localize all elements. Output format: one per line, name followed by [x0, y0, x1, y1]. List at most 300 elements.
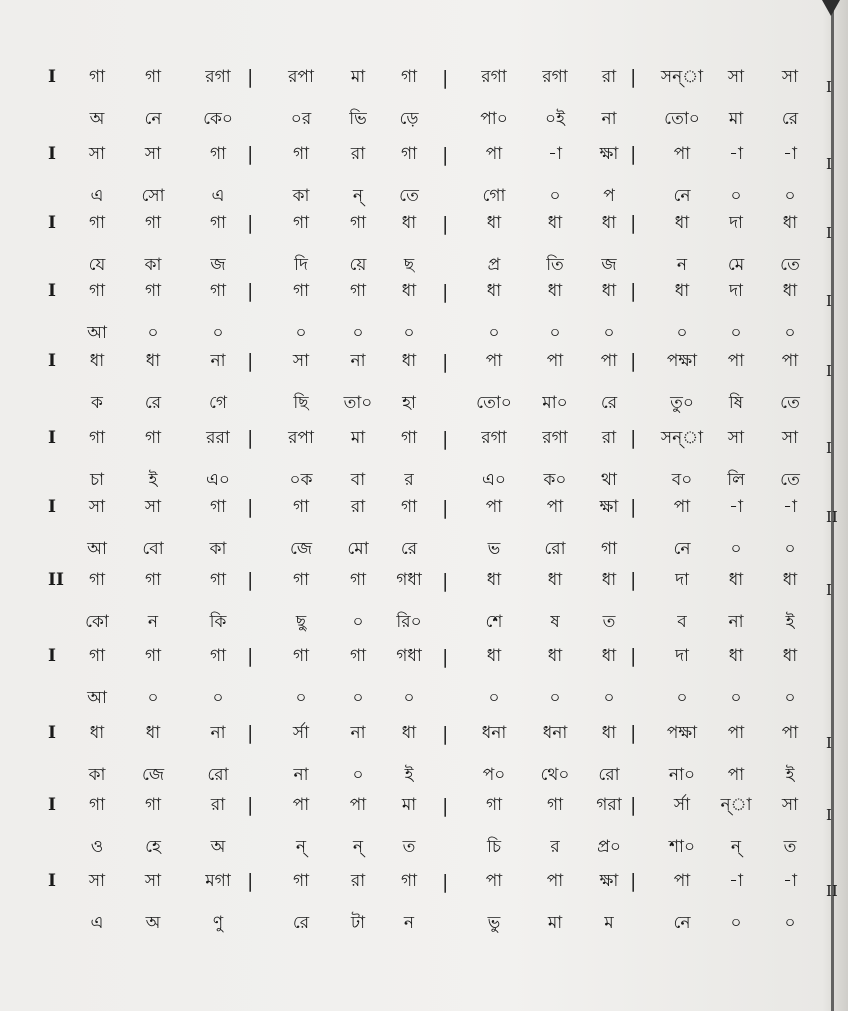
lyric-syllable: এ [90, 913, 104, 933]
lyric-syllable: শে [485, 612, 503, 632]
lyric-syllable: তু০ [670, 393, 694, 413]
lyric-row [0, 181, 848, 211]
lyric-syllable: না০ [668, 765, 696, 785]
bar-separator: | [247, 143, 254, 165]
swara-note: দা [729, 213, 743, 233]
section-mark: I [48, 281, 56, 301]
lyric-syllable: মা [547, 913, 563, 933]
swara-note: সন্া [660, 428, 704, 448]
lyric-syllable: হা [402, 393, 416, 413]
swara-note: গা [88, 570, 106, 590]
lyric-syllable: ০ [676, 323, 688, 343]
swara-note: গা [292, 646, 310, 666]
notation-row [0, 208, 848, 242]
lyric-syllable: ন [403, 913, 415, 933]
lyric-syllable: ০ [549, 688, 561, 708]
swara-note: ধা [401, 723, 417, 743]
lyric-syllable: তো০ [664, 109, 700, 129]
swara-note: র্সা [673, 795, 691, 815]
swara-note: ধা [89, 351, 105, 371]
swara-note: গা [209, 497, 227, 517]
swara-note: ধা [674, 281, 690, 301]
lyric-syllable: ম [604, 913, 614, 933]
bar-separator: | [442, 570, 449, 592]
section-mark: I [48, 428, 56, 448]
swara-note: মা [401, 795, 417, 815]
lyric-syllable: ০ [295, 688, 307, 708]
swara-note: গা [144, 213, 162, 233]
swara-note: সা [781, 67, 799, 87]
lyric-syllable: এ [211, 186, 225, 206]
lyric-syllable: ক০ [543, 470, 567, 490]
swara-note: রপা [288, 428, 314, 448]
lyric-syllable: তে [780, 470, 800, 490]
swara-note: -া [729, 871, 743, 891]
swara-note: গা [144, 646, 162, 666]
swara-note: সা [727, 67, 745, 87]
section-mark: I [48, 723, 56, 743]
bar-separator: | [247, 496, 254, 518]
lyric-syllable: ০ [403, 688, 415, 708]
swara-note: ধা [728, 570, 744, 590]
swara-note: গধা [396, 570, 422, 590]
swara-note: পা [485, 351, 503, 371]
section-mark-end: I [826, 581, 832, 599]
lyric-syllable: ০ [730, 913, 742, 933]
lyric-syllable: য়ে [349, 255, 367, 275]
lyric-syllable: পা০ [480, 109, 508, 129]
bar-separator: | [442, 351, 449, 373]
lyric-syllable: ০ [212, 323, 224, 343]
swara-note: না [210, 351, 226, 371]
swara-note: ধা [782, 646, 798, 666]
swara-note: দা [729, 281, 743, 301]
swara-note: গা [209, 213, 227, 233]
lyric-syllable: থা [601, 470, 617, 490]
lyric-syllable: চা [89, 470, 105, 490]
lyric-syllable: মা০ [542, 393, 568, 413]
notation-row [0, 790, 848, 824]
swara-note: রপা [288, 67, 314, 87]
lyric-syllable: শা০ [668, 837, 696, 857]
lyric-syllable: ন্ [730, 837, 742, 857]
lyric-syllable: তি [546, 255, 564, 275]
bar-separator: | [442, 281, 449, 303]
swara-note: পা [600, 351, 618, 371]
bar-separator: | [247, 350, 254, 372]
swara-note: পা [546, 871, 564, 891]
notation-row [0, 423, 848, 457]
lyric-syllable: ০ [147, 323, 159, 343]
lyric-syllable: দি [294, 255, 308, 275]
lyric-syllable: তো০ [476, 393, 512, 413]
lyric-syllable: ০ [603, 688, 615, 708]
lyric-syllable: ০ [488, 323, 500, 343]
swara-note: দা [675, 646, 689, 666]
swara-note: গা [209, 144, 227, 164]
swara-note: পা [673, 871, 691, 891]
bar-separator: | [247, 280, 254, 302]
swara-note: ধা [486, 213, 502, 233]
lyric-syllable: জে [289, 539, 313, 559]
lyric-syllable: ব [677, 612, 687, 632]
bar-separator: | [247, 66, 254, 88]
section-mark: I [48, 871, 56, 891]
swara-note: গা [292, 871, 310, 891]
lyric-syllable: ০ [549, 323, 561, 343]
swara-note: সা [88, 871, 106, 891]
section-mark-end: I [826, 439, 832, 457]
lyric-syllable: যে [88, 255, 106, 275]
bar-separator: | [247, 212, 254, 234]
lyric-syllable: লি [727, 470, 745, 490]
lyric-syllable: না [728, 612, 744, 632]
swara-note: গা [88, 281, 106, 301]
lyric-syllable: ০র [290, 109, 312, 129]
swara-note: গা [349, 570, 367, 590]
swara-note: রা [350, 144, 366, 164]
lyric-syllable: রে [400, 539, 418, 559]
lyric-syllable: জ [210, 255, 226, 275]
swara-note: সন্া [660, 67, 704, 87]
swara-note: গা [349, 213, 367, 233]
bar-separator: | [630, 350, 637, 372]
swara-note: মা [350, 67, 366, 87]
lyric-syllable: এ০ [206, 470, 230, 490]
swara-note: না [350, 351, 366, 371]
swara-note: গা [144, 67, 162, 87]
lyric-syllable: কো [85, 612, 109, 632]
section-mark-end: I [826, 224, 832, 242]
notation-row [0, 139, 848, 173]
lyric-syllable: ক [91, 393, 103, 413]
lyric-syllable: রো [598, 765, 620, 785]
lyric-syllable: মে [727, 255, 745, 275]
section-mark: I [48, 795, 56, 815]
bar-separator: | [442, 723, 449, 745]
swara-note: ধা [401, 281, 417, 301]
lyric-syllable: আ [87, 688, 107, 708]
swara-note: রগা [481, 67, 507, 87]
swara-note: রা [601, 428, 617, 448]
lyric-syllable: আ [87, 539, 107, 559]
bar-separator: | [442, 795, 449, 817]
swara-note: সা [144, 497, 162, 517]
swara-note: গা [144, 795, 162, 815]
swara-note: পা [546, 351, 564, 371]
swara-note: পা [727, 723, 745, 743]
lyric-syllable: আ [87, 323, 107, 343]
lyric-syllable: ই [404, 765, 414, 785]
lyric-syllable: প [603, 186, 615, 206]
swara-note: পা [781, 723, 799, 743]
lyric-syllable: ০ [730, 323, 742, 343]
swara-note: মা [350, 428, 366, 448]
swara-note: ধা [782, 213, 798, 233]
lyric-syllable: ০ [549, 186, 561, 206]
swara-note: গা [88, 213, 106, 233]
lyric-syllable: থে০ [540, 765, 570, 785]
section-mark-end: I [826, 734, 832, 752]
lyric-syllable: ০ [784, 539, 796, 559]
swara-note: পা [349, 795, 367, 815]
swara-note: সা [144, 144, 162, 164]
bar-separator: | [630, 212, 637, 234]
bar-separator: | [442, 67, 449, 89]
lyric-syllable: ০ [730, 539, 742, 559]
lyric-syllable: কা [292, 186, 310, 206]
swara-note: গা [400, 497, 418, 517]
lyric-syllable: মো [347, 539, 369, 559]
lyric-syllable: ০ [730, 688, 742, 708]
swara-note: গা [292, 570, 310, 590]
lyric-syllable: এ০ [482, 470, 506, 490]
swara-note: পা [673, 144, 691, 164]
lyric-syllable: ০ [147, 688, 159, 708]
section-mark-end: II [826, 508, 838, 526]
lyric-syllable: ছু [295, 612, 307, 632]
lyric-syllable: গো [482, 186, 506, 206]
swara-note: ধা [601, 281, 617, 301]
lyric-row [0, 607, 848, 637]
lyric-syllable: ন [147, 612, 159, 632]
section-mark: I [48, 213, 56, 233]
swara-note: গা [209, 570, 227, 590]
notation-row [0, 492, 848, 526]
lyric-syllable: এ [90, 186, 104, 206]
notation-row [0, 346, 848, 380]
swara-note: রগা [481, 428, 507, 448]
lyric-syllable: তে [780, 255, 800, 275]
swara-note: পক্ষা [666, 351, 698, 371]
swara-note: রগা [542, 428, 568, 448]
swara-note: -া [783, 144, 797, 164]
lyric-syllable: কি [209, 612, 227, 632]
swara-note: পা [673, 497, 691, 517]
lyric-syllable: চি [486, 837, 502, 857]
swara-note: ধা [145, 723, 161, 743]
section-mark: I [48, 351, 56, 371]
lyric-syllable: কা [144, 255, 162, 275]
lyric-syllable: ০ [403, 323, 415, 343]
swara-note: রা [601, 67, 617, 87]
bar-separator: | [247, 794, 254, 816]
lyric-syllable: টা [350, 913, 366, 933]
lyric-syllable: পা [727, 765, 745, 785]
swara-note: গা [546, 795, 564, 815]
swara-note: পা [781, 351, 799, 371]
lyric-syllable: ০ [488, 688, 500, 708]
lyric-row [0, 832, 848, 862]
swara-note: সা [292, 351, 310, 371]
swara-note: ন্া [720, 795, 752, 815]
swara-note: গা [292, 213, 310, 233]
lyric-syllable: ন্ [295, 837, 307, 857]
lyric-syllable: নে [144, 109, 162, 129]
lyric-syllable: ও [90, 837, 104, 857]
swara-note: পা [485, 497, 503, 517]
lyric-syllable: ই [785, 612, 795, 632]
lyric-syllable: ভ [487, 539, 501, 559]
section-mark: I [48, 497, 56, 517]
section-mark-end: I [826, 155, 832, 173]
lyric-syllable: ০ [603, 323, 615, 343]
swara-note: পা [546, 497, 564, 517]
lyric-row [0, 388, 848, 418]
swara-note: -া [783, 871, 797, 891]
swara-note: ধা [547, 213, 563, 233]
swara-note: পা [727, 351, 745, 371]
lyric-syllable: বো [142, 539, 164, 559]
lyric-syllable: ০ক [289, 470, 313, 490]
lyric-syllable: ষ [550, 612, 560, 632]
swara-note: -া [729, 497, 743, 517]
bar-separator: | [630, 722, 637, 744]
swara-note: ধা [145, 351, 161, 371]
lyric-syllable: তে [780, 393, 800, 413]
bar-separator: | [442, 646, 449, 668]
swara-note: র্সা [292, 723, 310, 743]
swara-note: গা [209, 281, 227, 301]
swara-note: গা [88, 428, 106, 448]
lyric-syllable: ব০ [671, 470, 693, 490]
lyric-syllable: জে [141, 765, 165, 785]
lyric-syllable: ত [402, 837, 416, 857]
swara-note: -া [783, 497, 797, 517]
swara-note: গা [144, 281, 162, 301]
swara-note: সা [727, 428, 745, 448]
bar-separator: | [442, 871, 449, 893]
swara-note: ধা [601, 723, 617, 743]
lyric-syllable: তে [399, 186, 419, 206]
lyric-syllable: ০ [784, 186, 796, 206]
swara-note: গা [144, 570, 162, 590]
lyric-syllable: ভি [349, 109, 367, 129]
bar-separator: | [630, 870, 637, 892]
lyric-syllable: গে [208, 393, 228, 413]
lyric-syllable: ত [783, 837, 797, 857]
bar-separator: | [442, 144, 449, 166]
notation-row [0, 866, 848, 900]
swara-note: পা [485, 871, 503, 891]
lyric-syllable: হে [145, 837, 161, 857]
swara-note: সা [781, 795, 799, 815]
swara-note: সা [144, 871, 162, 891]
swara-note: ধা [728, 646, 744, 666]
swara-note: সা [781, 428, 799, 448]
swara-note: গা [144, 428, 162, 448]
lyric-syllable: রো [544, 539, 566, 559]
lyric-row [0, 318, 848, 348]
swara-note: গা [349, 646, 367, 666]
lyric-syllable: কা [88, 765, 106, 785]
swara-note: ধা [547, 281, 563, 301]
lyric-syllable: ০ [784, 323, 796, 343]
lyric-syllable: না [601, 109, 617, 129]
notation-row [0, 641, 848, 671]
lyric-row [0, 534, 848, 564]
lyric-syllable: ০ [784, 688, 796, 708]
swara-note: মগা [205, 871, 231, 891]
swara-note: ধা [486, 281, 502, 301]
lyric-row [0, 760, 848, 790]
notation-row [0, 276, 848, 310]
lyric-syllable: ০ই [545, 109, 565, 129]
swara-note: ধনা [481, 723, 507, 743]
lyric-syllable: ০ [784, 913, 796, 933]
lyric-syllable: নে [673, 186, 691, 206]
swara-note: ধা [547, 646, 563, 666]
lyric-syllable: ছ [403, 255, 415, 275]
swara-note: গা [292, 281, 310, 301]
section-mark-end: I [826, 292, 832, 310]
bar-separator: | [630, 280, 637, 302]
bar-separator: | [630, 427, 637, 449]
lyric-syllable: তা০ [343, 393, 373, 413]
notation-row [0, 718, 848, 752]
bar-separator: | [442, 428, 449, 450]
swara-note: ধা [601, 646, 617, 666]
swara-note: ক্ষা [599, 144, 619, 164]
swara-note: ধা [601, 570, 617, 590]
swara-note: পা [292, 795, 310, 815]
swara-note: গা [400, 67, 418, 87]
lyric-syllable: রে [144, 393, 162, 413]
swara-note: রা [350, 497, 366, 517]
lyric-syllable: ন্ [352, 186, 364, 206]
swara-note: ররা [206, 428, 230, 448]
bar-separator: | [442, 213, 449, 235]
lyric-syllable: ০ [295, 323, 307, 343]
section-mark: I [48, 67, 56, 87]
swara-note: দা [675, 570, 689, 590]
lyric-syllable: অ [145, 913, 161, 933]
notation-row [0, 565, 848, 599]
section-mark: II [48, 570, 64, 590]
bar-separator: | [630, 569, 637, 591]
bar-separator: | [630, 794, 637, 816]
swara-note: ধা [782, 281, 798, 301]
lyric-syllable: র [404, 470, 414, 490]
bar-separator: | [247, 870, 254, 892]
lyric-syllable: র [550, 837, 560, 857]
swara-note: ধা [601, 213, 617, 233]
swara-note: ক্ষা [599, 871, 619, 891]
lyric-syllable: ণু [212, 913, 224, 933]
swara-note: পা [485, 144, 503, 164]
swara-note: না [210, 723, 226, 743]
swara-note: গা [209, 646, 227, 666]
swara-note: ধা [486, 646, 502, 666]
lyric-syllable: রি০ [396, 612, 422, 632]
lyric-syllable: গা [600, 539, 618, 559]
lyric-syllable: ০ [212, 688, 224, 708]
swara-note: সা [88, 497, 106, 517]
lyric-syllable: নে [673, 539, 691, 559]
swara-note: গা [485, 795, 503, 815]
swara-note: ধা [89, 723, 105, 743]
lyric-syllable: প্র [487, 255, 501, 275]
swara-note: ধা [486, 570, 502, 590]
notation-row [0, 62, 848, 96]
swara-note: না [350, 723, 366, 743]
bar-separator: | [247, 569, 254, 591]
swara-note: ধা [401, 351, 417, 371]
lyric-syllable: প০ [482, 765, 506, 785]
lyric-syllable: ই [785, 765, 795, 785]
lyric-syllable: ত [602, 612, 616, 632]
bar-separator: | [247, 427, 254, 449]
